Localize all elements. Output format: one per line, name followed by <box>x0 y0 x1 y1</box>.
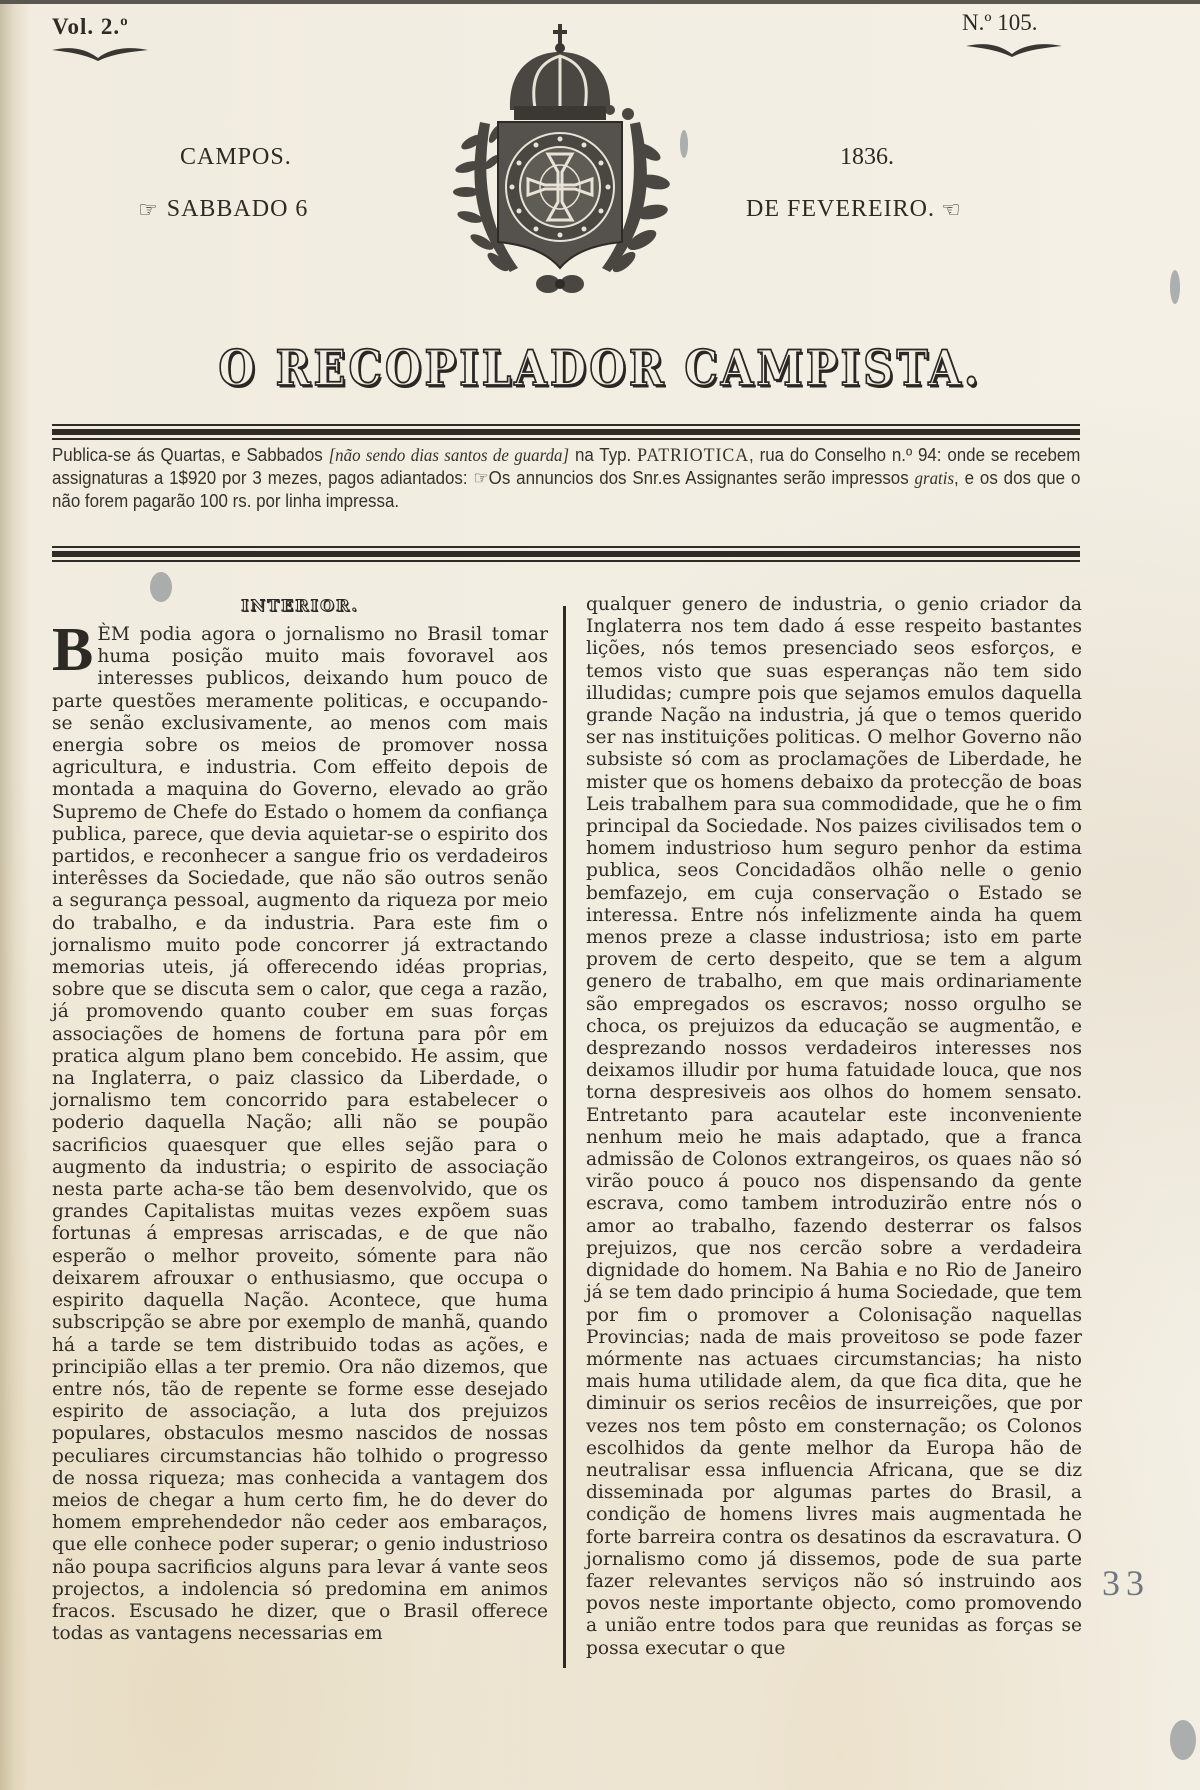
ink-stain <box>150 572 172 602</box>
month-label <box>746 196 962 223</box>
double-rule-divider <box>52 546 1080 565</box>
notice-text: Os annuncios dos Snr.es Assignantes serão impressos <box>488 468 915 488</box>
column-text: ÈM podia agora o jornalismo no Brasil tomar huma posição muito mais fovoravel aos interesses publicos, deixando hum pouco de parte questões meramente politicas, e occupando-se senão exclusivamente, ao menos com mais energia sobre os meios de promover nossa agricultura, e industria. Com effeito depois de montada a maquina do Governo, elevado ao grão Supremo de Chefe do Estado o homem da confiança publica, parece, que devia aquietar-se o espirito dos partidos, e reconhecer a sangue frio os verdadeiros interêsses da Sociedade, que não são outros senão a segurança pessoal, augmento da riqueza por meio do trabalho, e da industria. Para este fim o jornalismo muito pode concorrer já extractando memorias uteis, já offerecendo idéas proprias, sobre que se discuta sem o calor, que cega a razão, já promovendo quanto couber em suas forças associações de homens de fortuna para pôr em pratica algum plano bem concebido. He assim, que na Inglaterra, o paiz classico da Liberdade, o jornalismo tem concorrido para estabelecer o poderio daquella Nação; alli não se poupão sacrificios quaesquer que elles sejão para o augmento da industria; o espirito de associação nesta parte acha-se tão bem desenvolvido, que os grandes Capitalistas muitas vezes expõem suas fortunas á empresas arriscadas, e de que não esperão o melhor proveito, sómente para não deixarem afrouxar o enthusiasmo, que occupa o espirito daquella Nação. Acontece, que huma subscripção se abre por exemplo de manhã, quando há a tarde se tem distribuido todas as ações, e principião ellas a ter premio. Ora não dizemos, que entre nós, tão de repente se forme esse desejado espirito de associação, a luta dos prejuizos populares, obstaculos mesmo nascidos de nossas peculiares circumstancias hão tolhido o progresso de nossa riqueza; mas conhecida a vantagem dos meios de chegar a hum certo fim, he do dever do homem emprehendedor não ceder aos embaraços, que elle conhece poder superar; o genio industrioso não poupa sacrificios alguns para levar á vante seos projectos, a indolencia só predomina em animos fracos. Escusado he dizer, que o Brasil offerece todas as vantagens necessarias em <box>52 624 548 1645</box>
ink-stain <box>1170 270 1180 304</box>
year-label: 1836. <box>840 144 894 170</box>
double-rule-divider <box>52 424 1080 443</box>
pointing-hand-icon: ☞ <box>138 196 159 222</box>
pointing-hand-icon: ☞ <box>473 468 489 488</box>
swash-ornament-icon <box>964 40 1064 58</box>
volume-label: Vol. 2.º <box>52 14 129 39</box>
notice-text: na Typ. <box>569 445 638 465</box>
swash-ornament-icon <box>50 44 150 62</box>
press-name: PATRIOTICA <box>637 445 750 466</box>
column-divider <box>563 606 566 1668</box>
masthead-title: O RECOPILADOR CAMPISTA. <box>218 340 982 397</box>
notice-text: Publica-se ás Quartas, e Sabbados <box>52 445 329 465</box>
ink-stain <box>1170 1720 1196 1760</box>
notice-italic: gratis <box>914 468 955 488</box>
drop-cap: B <box>52 616 94 684</box>
publication-notice <box>52 444 1080 513</box>
imperial-coat-of-arms-icon <box>440 22 680 312</box>
place-label: CAMPOS. <box>180 144 292 170</box>
pointing-hand-icon: ☜ <box>941 196 962 222</box>
month-text: DE FEVEREIRO. <box>746 196 935 222</box>
day-label <box>138 196 308 223</box>
article-column-left <box>52 616 548 1645</box>
notice-text: , e os dos que o não forem pagarão 100 rs. por linha impressa. <box>52 468 1081 511</box>
scan-edge <box>0 0 1200 4</box>
ink-stain <box>680 130 688 158</box>
handwritten-page-number: 33 <box>1102 1563 1150 1603</box>
article-column-right <box>586 594 1082 1660</box>
column-text: qualquer genero de industria, o genio criador da Inglaterra nos tem dado á esse respeito bastantes lições, nós temos presenciado seos esforços, e temos visto que suas esperanças não tem sido illudidas; cumpre pois que sejamos emulos daquella grande Nação na industria, já que o temos querido ser nas instituições politicas. O melhor Governo não subsiste só com as proclamações de Liberdade, he mister que os homens debaixo da protecção de boas Leis trabalhem para sua commodidade, que he o fim principal da Sociedade. Nos paizes civilisados tem o homem industrioso hum seguro penhor da estima publica, seos Concidadãos olhão nelle o genio bemfazejo, em cuja conservação o Estado se interessa. Entre nós infelizmente ainda ha quem menos preze a classe industriosa; isto em parte provem de certo despeito, que se tem a algum genero de trabalho, em que mais ordinariamente são empregados os escravos; nosso orgulho se choca, os prejuizos da educação se augmentão, e desprezando nossos verdadeiros interesses nos deixamos illudir por huma fatuidade louca, que nos torna despresiveis aos olhos do homem sensato. Entretanto para acautelar este inconveniente nenhum meio he mais adaptado, que a franca admissão de Colonos extrangeiros, os quaes não só virão pouco á pouco nos dispensando da gente escrava, como tambem introduzirão entre nós o amor ao trabalho, fazendo desterrar os falsos prejuizos, que nos cercão sobre a verdadeira dignidade do homem. Na Bahia e no Rio de Janeiro já se tem dado principio á huma Sociedade, que tem por fim o promover a Colonisação naquellas Provincias; nada de mais proveitoso se pode fazer mórmente nas actuaes circumstancias; ha nisto mais huma utilidade alem, da que fica dita, que he diminuir os serios recêios de insurreições, que por vezes nos tem pôsto em consternação; os Colonos escolhidos da gente melhor da Europa hão de neutralisar essa influencia Africana, que se diz disseminada por algumas partes do Brasil, a condição de homens livres mais augmentada he forte barreira contra os desatinos da escravatura. O jornalismo como já dissemos, pode de sua parte fazer relevantes serviços não só instruindo aos povos neste importante objecto, como promovendo a união entre todos para que reunidas as forças se possa executar o que <box>586 594 1082 1659</box>
day-text: SABBADO 6 <box>166 196 309 222</box>
notice-text: , rua do Conselho n.º 94: onde se recebem assignaturas a 1$920 por 3 mezes, pagos adiantados: <box>52 445 1081 488</box>
notice-italic: [não sendo dias santos de guarda] <box>328 445 570 465</box>
issue-number: N.º 105. <box>962 10 1038 35</box>
section-heading: INTERIOR. <box>241 596 359 615</box>
